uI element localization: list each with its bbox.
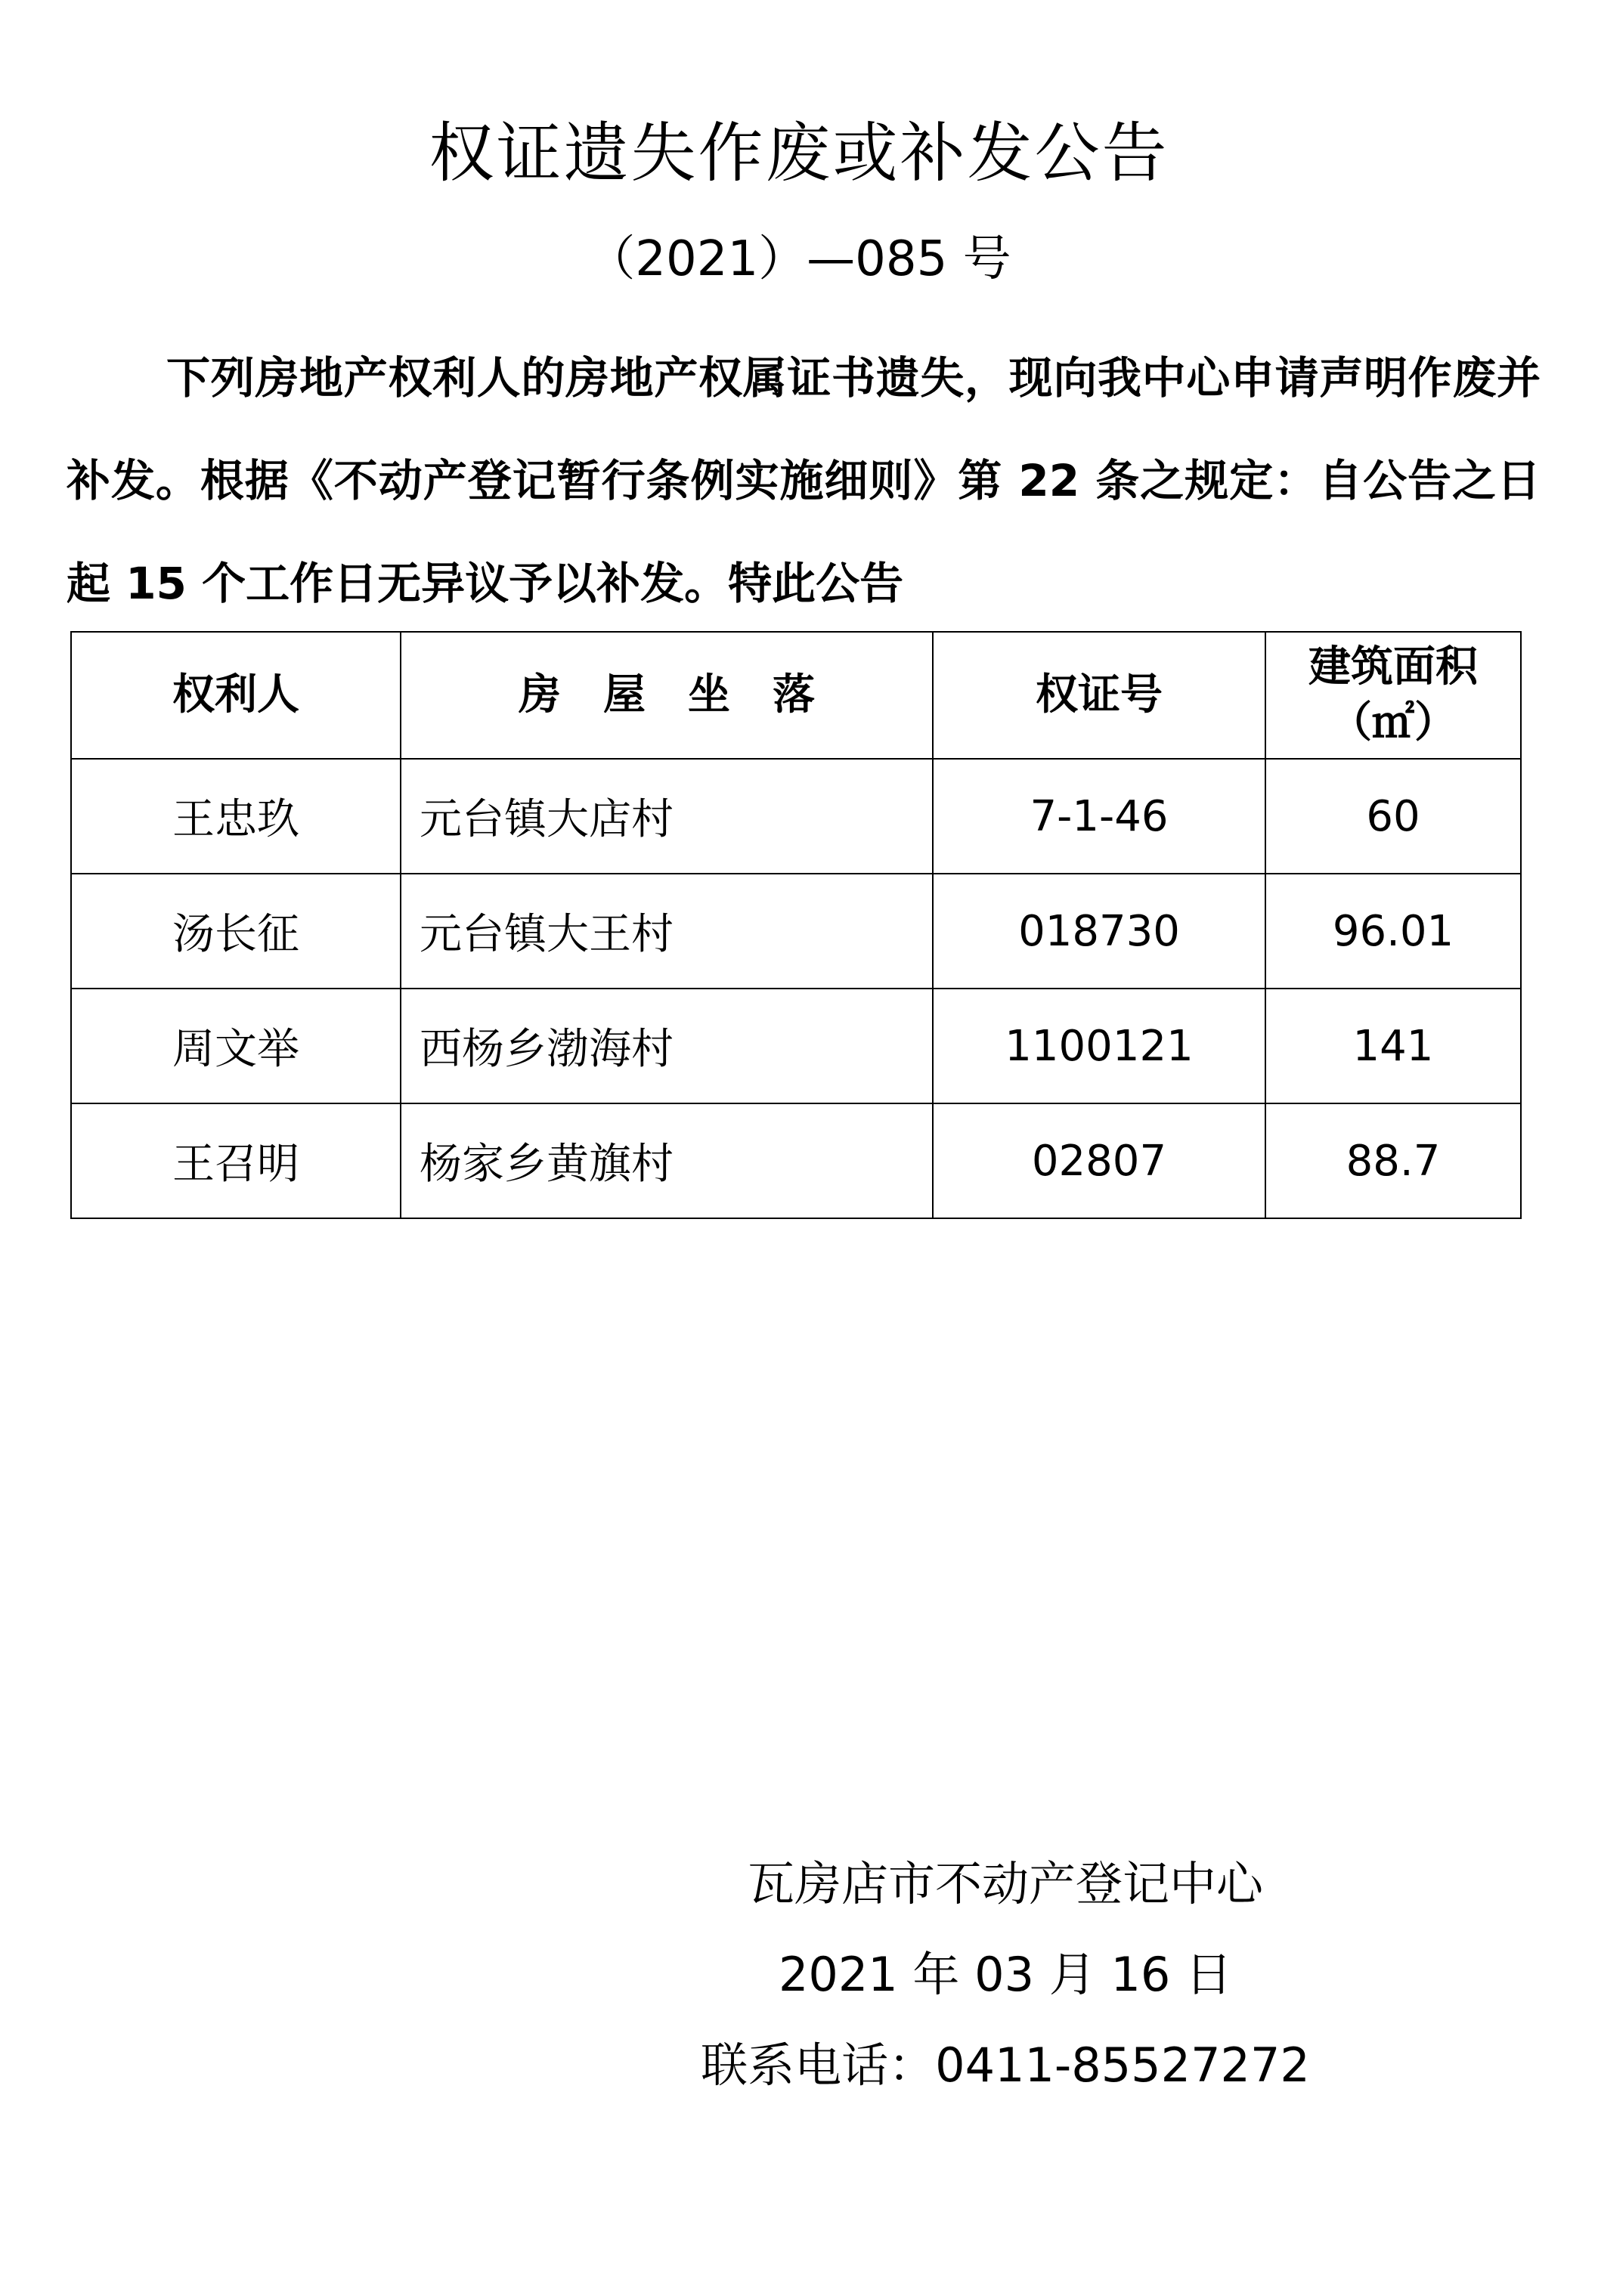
address-cell: 杨家乡黄旗村 — [401, 1103, 933, 1218]
cert-no-cell: 018730 — [933, 874, 1265, 989]
table-row — [71, 1103, 1521, 1218]
owner-cell: 汤长征 — [71, 874, 401, 989]
area-cell: 96.01 — [1265, 874, 1521, 989]
address-cell: 元台镇大店村 — [401, 759, 933, 874]
notice-body: 下列房地产权利人的房地产权属证书遗失，现向我中心申请声明作废并补发。根据《不动产登记暂行条例实施细则》第 22 条之规定：自公告之日起 15 个工作日无异议予以补发。特此公告 — [67, 352, 1541, 609]
cert-no-cell: 02807 — [933, 1103, 1265, 1218]
area-cell: 60 — [1265, 759, 1521, 874]
header-owner: 权利人 — [71, 632, 401, 759]
cert-no-cell: 7-1-46 — [933, 759, 1265, 874]
lost-certificate-table — [70, 631, 1522, 1219]
cert-no-cell: 1100121 — [933, 989, 1265, 1103]
table-row — [71, 874, 1521, 989]
address-cell: 西杨乡渤海村 — [401, 989, 933, 1103]
issue-date: 2021 年 03 月 16 日 — [778, 1947, 1233, 2002]
document-number: （2021）—085 号 — [587, 231, 1011, 287]
owner-cell: 周文举 — [71, 989, 401, 1103]
header-area-label: 建筑面积 — [1308, 642, 1478, 692]
area-cell: 88.7 — [1265, 1103, 1521, 1218]
table-row — [71, 759, 1521, 874]
contact-phone: 联系电话：0411-85527272 — [701, 2038, 1310, 2093]
header-cert-no: 权证号 — [933, 632, 1265, 759]
header-area-unit: （㎡） — [1330, 698, 1457, 747]
header-area — [1265, 632, 1521, 759]
address-cell: 元台镇大王村 — [401, 874, 933, 989]
header-address: 房屋坐落 — [401, 632, 933, 759]
owner-cell: 王召明 — [71, 1103, 401, 1218]
notice-title: 权证遗失作废或补发公告 — [429, 116, 1169, 191]
issuing-organization: 瓦房店市不动产登记中心 — [747, 1856, 1263, 1911]
table-header-row — [71, 632, 1521, 759]
owner-cell: 王忠玖 — [71, 759, 401, 874]
table-row — [71, 989, 1521, 1103]
area-cell: 141 — [1265, 989, 1521, 1103]
